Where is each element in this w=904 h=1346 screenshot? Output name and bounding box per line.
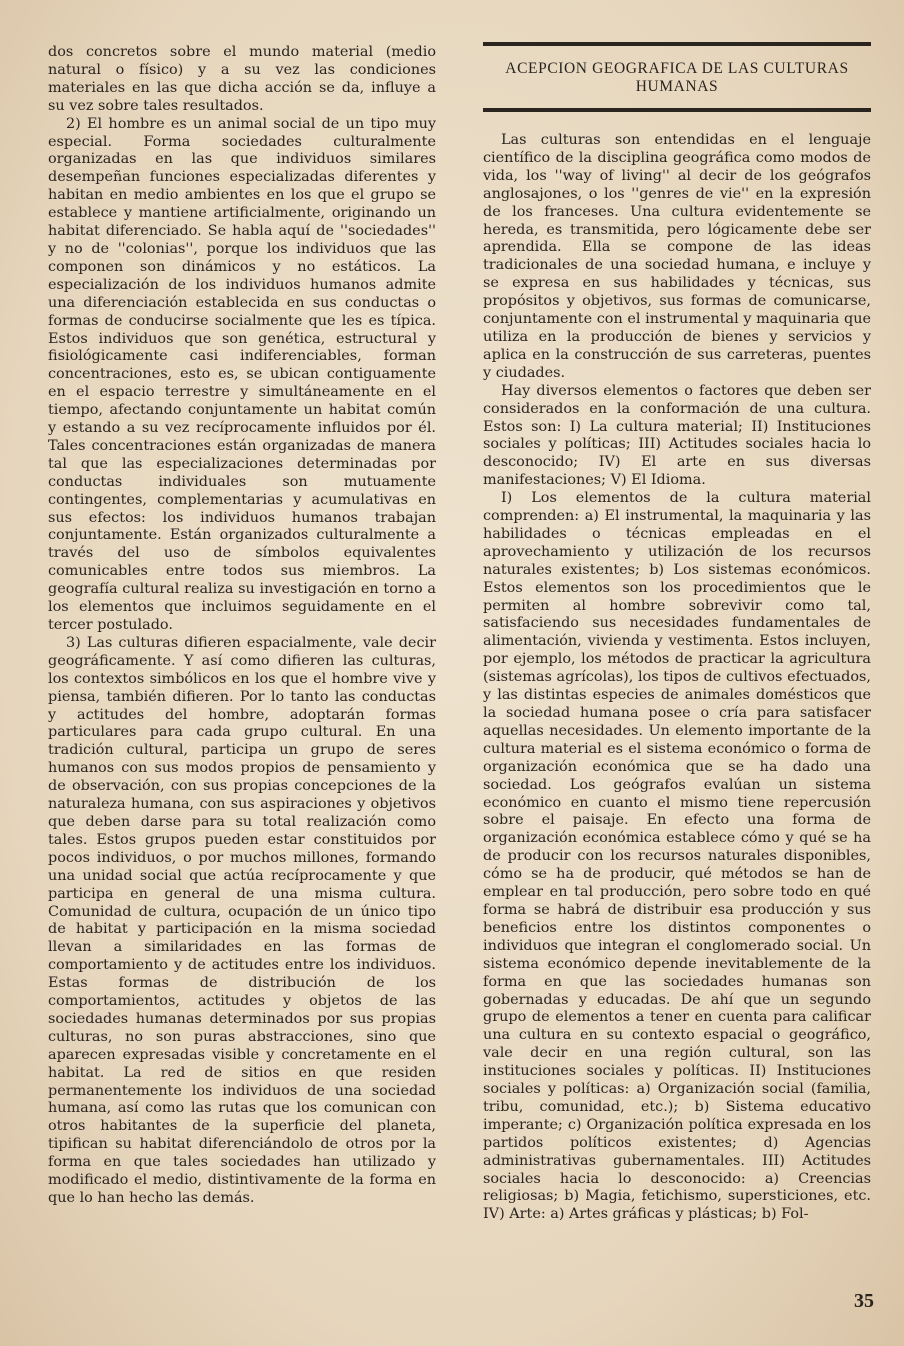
heading-top-rule [483,42,871,46]
paragraph-material-culture: I) Los elementos de la cultura material comprenden: a) El instrumental, la maquinaria y las habilidades o técnicas empleadas en el aprovechamiento y utilización de los recursos naturales existentes; b) Los sistemas económicos. Estos elementos son los procedimientos que le permiten al hombre sobrevivir como tal, satisfaciendo sus necesidades fundamentales de alimentación, vivienda y vestimenta. Estos incluyen, por ejemplo, los métodos de practicar la agricultura (sistemas agrícolas), los tipos de cultivos efectuados, y las distintas especies de animales domésticos que la sociedad humana posee o cría para satisfacer aquellas necesidades. Un elemento importante de la cultura material es el sistema económico o forma de organización económica que se ha dado una sociedad. Los geógrafos evalúan un sistema económico en cuanto el mismo tiene repercusión sobre el paisaje. En efecto una forma de organización económica establece cómo y qué se ha de producir con los recursos naturales disponibles, cómo se ha de producir, qué métodos se han de emplear en tal producción, pero sobre todo en qué forma se habrá de distribuir esa producción y sus beneficios entre los distintos componentes o individuos que integran el conglomerado social. Un sistema económico depende inevitablemente de la forma en que las sociedades humanas son gobernadas y educadas. De ahí que un segundo grupo de elementos a tener en cuenta para calificar una cultura en su contexto espacial o geográfico, vale decir en una región cultural, son las instituciones sociales y políticas. II) Instituciones sociales y políticas: a) Organización social (familia, tribu, comunidad, etc.); b) Sistema educativo imperante; c) Organización política expresada en los partidos políticos existentes; d) Agencias administrativas gubernamentales. III) Actitudes sociales hacia lo desconocido: a) Creencias religiosas; b) Magia, fetichismo, supersticiones, etc. IV) Arte: a) Artes gráficas y plásticas; b) Fol- [483,490,871,1223]
right-column [483,40,871,1224]
paragraph-postulate-2: 2) El hombre es un animal social de un tipo muy especial. Forma sociedades culturalmente organizadas en las que individuos similares desempeñan funciones especializadas diferentes y habitan en medio ambientes en los que el grupo se establece y mantiene artificialmente, originando un habitat diferenciado. Se habla aquí de ''sociedades'' y no de ''colonias'', porque los individuos que las componen son dinámicos y no estáticos. La especialización de los individuos humanos admite una diferenciación establecida en sus conductas o formas de conducirse socialmente que les es típica. Estos individuos que son genética, estructural y fisiológicamente casi indiferenciables, forman concentraciones, esto es, se ubican contiguamente en el espacio terrestre y simultáneamente en el tiempo, afectando conjuntamente un habitat común y estando a su vez recíprocamente influidos por él. Tales concentraciones están organizadas de manera tal que las especializaciones determinadas por conductas individuales son mutuamente contingentes, complementarias y acumulativas en sus efectos: los individuos humanos trabajan conjuntamente. Están organizados culturalmente a través del uso de símbolos equivalentes comunicables entre todos sus miembros. La geografía cultural realiza su investigación en torno a los elementos que incluimos seguidamente en el tercer postulado. [48,115,436,633]
heading-bottom-rule [483,108,871,112]
paragraph-continuation: dos concretos sobre el mundo material (medio natural o físico) y a su vez las condiciones materiales en las que dicha acción se da, influye a su vez sobre tales resultados. [48,44,436,114]
left-column [48,44,436,1208]
page-number: 35 [854,1290,874,1312]
paragraph-elements: Hay diversos elementos o factores que deben ser considerados en la conformación de una cultura. Estos son: I) La cultura material; II) Instituciones sociales y políticas; III) Actitudes sociales hacia lo desconocido; IV) El arte en sus diversas manifestaciones; V) El Idioma. [483,382,871,489]
paragraph-intro: Las culturas son entendidas en el lenguaje científico de la disciplina geográfica como modos de vida, los ''way of living'' al decir de los geógrafos anglosajones, o los ''genres de vie'' en la expresión de los franceses. Una cultura evidentemente se hereda, es transmitida, pero lógicamente debe ser aprendida. Ella se compone de las ideas tradicionales de una sociedad humana, e incluye y se expresa en sus habilidades y técnicas, sus propósitos y objetivos, sus formas de comunicarse, conjuntamente con el instrumental y maquinaria que utiliza en la producción de bienes y servicios y aplica en la construcción de sus carreteras, puentes y ciudades. [483,132,871,381]
section-heading: ACEPCION GEOGRAFICA DE LAS CULTURAS HUMANAS [505,60,849,95]
paragraph-postulate-3: 3) Las culturas difieren espacialmente, vale decir geográficamente. Y así como difieren las culturas, los contextos simbólicos en los que el hombre vive y piensa, también difieren. Por lo tanto las conductas y actitudes del hombre, adoptarán formas particulares para cada grupo cultural. En una tradición cultural, participa un grupo de seres humanos con sus modos propios de pensamiento y de observación, con sus propias concepciones de la naturaleza humana, con sus aspiraciones y objetivos que deben darse para su total realización como tales. Estos grupos pueden estar constituidos por pocos individuos, o por muchos millones, formando una unidad social que actúa recíprocamente y que participa en general de una misma cultura. Comunidad de cultura, ocupación de un único tipo de habitat y participación en la misma sociedad llevan a similaridades en las formas de comportamiento y de actitudes entre los individuos. Estas formas de distribución de los comportamientos, actitudes y objetos de las sociedades humanas determinados por sus propias culturas, no son puras abstracciones, sino que aparecen expresadas visible y concretamente en el habitat. La red de sitios en que residen permanentemente los individuos de una sociedad humana, así como las rutas que los comunican con otros habitantes de la superficie del planeta, tipifican su habitat diferenciándolo de otros por la forma en que tales sociedades han utilizado y modificado el medio, distintivamente de la forma en que lo han hecho las demás. [48,634,436,1206]
